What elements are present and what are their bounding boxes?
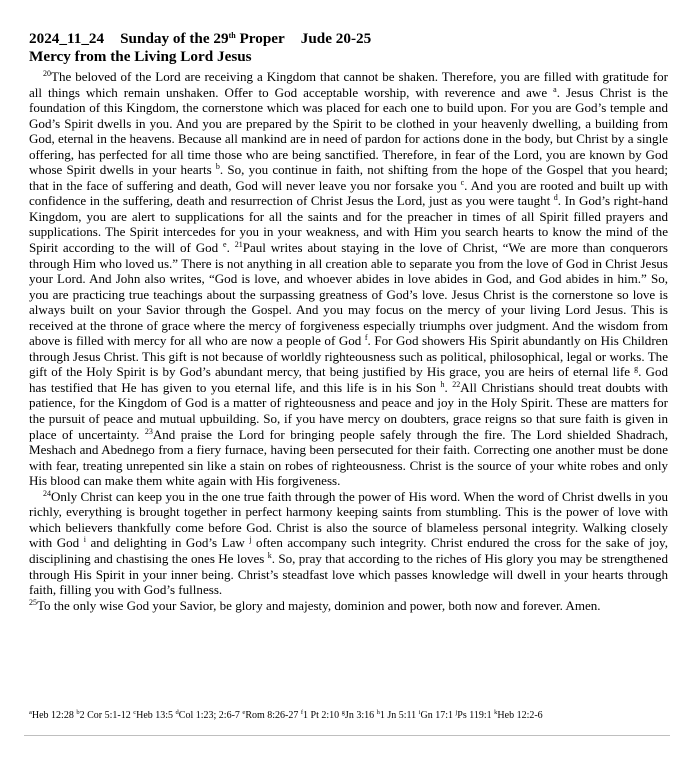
footnote-reference-mark: i [418, 709, 421, 716]
footnote-reference-text: Heb 12:2-6 [497, 710, 543, 721]
footnote-reference [455, 710, 491, 721]
document-header [29, 30, 668, 48]
footnote-reference [29, 710, 74, 721]
footnote-mark: j [249, 535, 252, 545]
text-run: Only Christ can keep you in the one true faith through the power of His word. When the word of Christ dwells in you richly, everything is brought together in perfect harmony keeping saints from stumbling. This is the power of love with which believers thankfully come before God. Christ is also the source of blameless personal integrity. Walking closely with God [29, 488, 668, 551]
footnote-reference-text: Heb 13:5 [136, 710, 174, 721]
footnote-mark: h [440, 379, 445, 389]
footnote-reference-mark: a [29, 709, 32, 716]
footnote-reference-text: 1 Pt 2:10 [303, 710, 340, 721]
footnote-reference-text: Heb 12:28 [31, 710, 74, 721]
footnote-reference [242, 710, 298, 721]
verse-number: 20 [43, 69, 51, 78]
footnote-reference-text: Rom 8:26-27 [245, 710, 299, 721]
header-reading: Jude 20-25 [300, 30, 372, 47]
footnote-reference-mark: g [341, 709, 345, 716]
paragraph-verse-25 [29, 598, 668, 614]
footnote-mark: k [267, 550, 272, 560]
verse-number: 23 [144, 426, 153, 436]
paragraph-verse-24 [29, 489, 668, 598]
footnote-reference-mark: f [300, 709, 304, 716]
footnote-mark: b [215, 162, 220, 172]
text-run: . In God’s right-hand Kingdom, you are alert to supplications for all the saints and for the preacher in times of all Spirit filled prayers and supplications. The Spirit intercedes for you in your weakness, and with Him you search hearts to know the mind of the Spirit according to the will of God [29, 193, 669, 256]
footnote-mark: i [83, 535, 86, 545]
footnote-reference-text: 2 Cor 5:1-12 [79, 710, 131, 721]
footnote-reference-text: 1 Jn 5:11 [379, 710, 417, 721]
text-run: . And you are rooted and built up with confidence in the suffering, death and resurrection of Christ Jesus the Lord, just as you were taught [29, 177, 668, 209]
footnote-reference-mark: h [376, 709, 380, 716]
footnote-reference [133, 710, 173, 721]
footnote-reference-mark: e [242, 709, 246, 716]
text-run: All Christians should treat doubts with patience, for the Kingdom of God is a matter of righteousness and peace and joy in the Holy Spirit. These are matters for the pursuit of peace and mutual upbuilding. So, if you have mercy on doubters, grace reigns so that sure faith is given in place of uncertainty. [29, 379, 668, 442]
footnote-reference-text: Gn 17:1 [420, 710, 453, 721]
document-body [29, 69, 668, 613]
footnote-reference [342, 710, 374, 721]
header-sunday: Sunday of the 29 [120, 30, 229, 47]
footnote-mark: a [553, 84, 557, 94]
text-run: . [444, 379, 453, 395]
text-run: . God has testified that He has given to you eternal life, and this life is in his Son [29, 364, 668, 395]
text-run: often accompany such integrity. Christ endured the cross for the sake of joy, disciplining and chastising the ones He loves [29, 535, 668, 566]
footnote-reference-text: Col 1:23; 2:6-7 [178, 710, 240, 721]
footnote-reference [76, 710, 130, 721]
text-run: and delighting in God’s Law [85, 535, 250, 551]
footnote-reference-mark: d [175, 709, 179, 716]
paragraph-verses-20-23 [29, 69, 668, 489]
footer-divider [24, 735, 670, 736]
footnote-reference [419, 710, 453, 721]
footnote-reference [494, 710, 543, 721]
text-run: To the only wise God your Savior, be glory and majesty, dominion and power, both now and forever. Amen. [37, 597, 601, 613]
footnote-mark: c [460, 177, 465, 187]
text-run: . Jesus Christ is the foundation of this Kingdom, the cornerstone which was placed for each one to build upon. For you are God’s temple and God’s Spirit dwells in you. And you are prepared by the Spirit to be clothed in your heavenly dwelling, a building from God, eternal in the heavens. Because all mankind are in need of pardon for actions done in the body, but Christ by a single offering, has perfected for all time those who are being sanctified. Therefore, in fear of the Lord, you are known by God whose Spirit dwells in your hearts [29, 84, 668, 178]
text-run: . So, you continue in faith, not shifting from the hope of the Gospel that you heard; that in the face of suffering and death, God will never leave you nor forsake you [29, 162, 668, 193]
footnote-reference-mark: k [494, 709, 498, 716]
footnote-reference [176, 710, 240, 721]
footnote-reference-mark: c [133, 709, 137, 716]
footnote-reference-text: Ps 119:1 [457, 710, 492, 721]
text-run: . So, pray that according to the riches of His glory you may be strengthened through His Spirit in your inner being. Christ’s steadfast love which passes knowledge will dwell in your hearts through faith, filling you with God’s fullness. [29, 550, 668, 598]
footnote-reference-mark: j [455, 709, 458, 716]
header-sunday-sup: th [228, 31, 236, 40]
verse-number: 25 [29, 597, 37, 607]
text-run: And praise the Lord for bringing people safely through the fire. The Lord shielded Shadrach, Meshach and Abednego from a fiery furnace, having been persecuted for their faith. Correcting one another must be done with fear, treating unrepented sin like a stain on robes of righteousness. Christ is the source of your white robes and only His blood can make them white again with His forgiveness. [29, 426, 668, 489]
text-run: . [226, 240, 235, 256]
footnote-reference [377, 710, 417, 721]
footnote-mark: e [223, 240, 227, 250]
header-date: 2024_11_24 [29, 30, 105, 47]
verse-number: 24 [43, 488, 51, 498]
footnote-mark: g [634, 364, 639, 374]
footnote-reference-text: Jn 3:16 [344, 710, 375, 721]
verse-number: 22 [452, 379, 461, 389]
footnote-reference-mark: b [76, 709, 80, 716]
text-run: . For God showers His Spirit abundantly on His Children through Jesus Christ. This gift is not because of worldly righteousness such as political, philosophical, legal or works. The gift of the Holy Spirit is by God’s abundant mercy, that being justified by His grace, you are heirs of eternal life [29, 333, 668, 380]
text-run: Paul writes about staying in the love of Christ, “We are more than conquerors through Him who loved us.” There is not anything in all creation able to separate you from the love of God in Christ Jesus your Lord. And John also writes, “God is love, and whoever abides in love abides in God, and God abides in him.” So, you are practicing true teachings about the surpassing greatness of God’s love. Jesus Christ is the cornerstone so love is always built on your Savior through the Gospel. And you may focus on the mercy of your living Lord Jesus. This is received at the throne of grace where the mercy of forgiveness especially triumphs over judgment. And the wisdom from above is filled with mercy for all who are now a people of God [29, 240, 668, 349]
footnote-mark: d [553, 193, 558, 203]
footnote-mark: f [364, 333, 368, 343]
document-subtitle: Mercy from the Living Lord Jesus [29, 48, 252, 65]
verse-number: 21 [234, 240, 243, 250]
footnote-references [29, 710, 543, 722]
footnote-reference [301, 710, 339, 721]
header-proper: Proper [239, 30, 285, 47]
text-run: The beloved of the Lord are receiving a Kingdom that cannot be shaken. Therefore, you are filled with gratitude for all things which remain unshaken. Offer to God acceptable worship, with reverence and awe [29, 69, 668, 100]
